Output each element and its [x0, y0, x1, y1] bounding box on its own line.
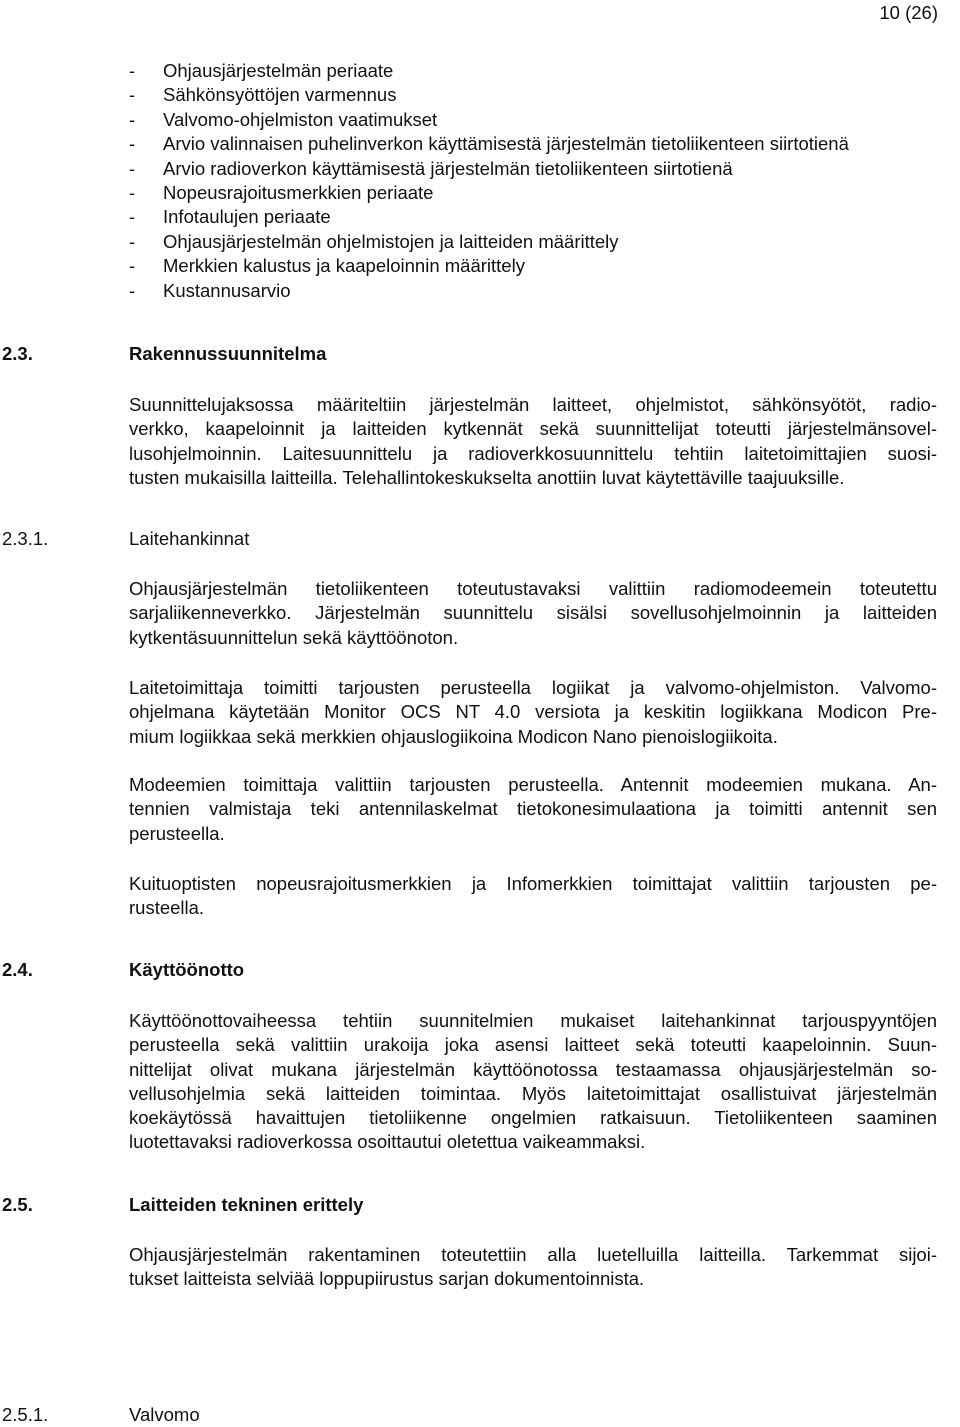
paragraph-kayttoonotto [129, 1009, 937, 1155]
list-item-text: Kustannusarvio [163, 279, 291, 301]
text-line: Suunnittelujaksossa määriteltiin järjestelmän laitteet, ohjelmistot, sähkönsyötöt, radio- [129, 394, 937, 415]
text-line: koekäytössä havaittujen tietoliikenne ongelmien ratkaisuun. Tietoliikenteen saaminen [129, 1107, 937, 1129]
list-item [129, 181, 949, 205]
text-line: verkko, kaapeloinnit ja laitteiden kytkennät sekä suunnittelijat toteutti järjestelmänsovel- [129, 418, 937, 440]
text-line: sarjaliikenneverkko. Järjestelmän suunnittelu sisälsi sovellusohjelmoinnin ja laitteiden [129, 602, 937, 624]
scope-list [129, 59, 949, 303]
list-item-text: Arvio radioverkon käyttämisestä järjestelmän tietoliikenteen siirtotienä [163, 157, 733, 179]
list-item-text: Arvio valinnaisen puhelinverkon käyttämisestä järjestelmän tietoliikenteen siirtotienä [163, 133, 849, 155]
list-dash: - [129, 182, 136, 204]
text-line: rusteella. [129, 897, 205, 919]
list-item [129, 83, 949, 107]
section-heading-valvomo: Valvomo [129, 1404, 200, 1425]
list-dash: - [129, 230, 136, 252]
text-line: Modeemien toimittaja valittiin tarjousten perusteella. Antennit modeemien mukana. An- [129, 774, 937, 795]
text-line: mium logiikkaa sekä merkkien ohjauslogiikoina Modicon Nano pienoislogiikoita. [129, 725, 778, 747]
list-item-text: Sähkönsyöttöjen varmennus [163, 84, 397, 106]
section-number-2-4: 2.4. [2, 959, 33, 980]
paragraph-laitehankinnat-4 [129, 872, 937, 921]
text-line: kytkentäsuunnittelun sekä käyttöönoton. [129, 626, 459, 648]
list-dash: - [129, 206, 136, 228]
list-dash: - [129, 60, 136, 81]
section-heading-laitehankinnat: Laitehankinnat [129, 528, 250, 549]
text-line: Ohjausjärjestelmän tietoliikenteen toteutustavaksi valittiin radiomodeemein toteutettu [129, 578, 937, 599]
list-item [129, 279, 949, 303]
list-item [129, 132, 949, 156]
list-item-text: Infotaulujen periaate [163, 206, 331, 228]
text-line: Laitetoimittaja toimitti tarjousten perusteella logiikat ja valvomo-ohjelmiston. Valvomo- [129, 677, 937, 698]
text-line: tusten mukaisilla laitteilla. Telehallintokeskukselta anottiin luvat käytettäville taajuuksille. [129, 466, 845, 488]
page-number: 10 (26) [879, 2, 938, 23]
text-line: nittelijat olivat mukana järjestelmän käyttöönotossa testaamassa ohjausjärjestelmän so- [129, 1058, 937, 1080]
text-line: tukset laitteista selviää loppupiirustus sarjan dokumentoinnista. [129, 1268, 645, 1290]
list-dash: - [129, 157, 136, 179]
paragraph-laitehankinnat-2 [129, 676, 937, 749]
list-dash: - [129, 279, 136, 301]
list-dash: - [129, 84, 136, 106]
section-number-2-5-1: 2.5.1. [2, 1404, 49, 1425]
text-line: Kuituoptisten nopeusrajoitusmerkkien ja Infomerkkien toimittajat valittiin tarjousten pe- [129, 873, 937, 894]
section-heading-rakennussuunnitelma: Rakennussuunnitelma [129, 343, 327, 364]
text-line: Ohjausjärjestelmän rakentaminen toteutettiin alla luetelluilla laitteilla. Tarkemmat sijoi- [129, 1244, 937, 1265]
section-heading-kayttoonotto: Käyttöönotto [129, 959, 245, 980]
text-line: perusteella sekä valittiin urakoija joka asensi laitteet sekä toteutti kaapeloinnin. Suun- [129, 1034, 937, 1056]
list-item-text: Valvomo-ohjelmiston vaatimukset [163, 108, 438, 130]
list-item-text: Ohjausjärjestelmän ohjelmistojen ja laitteiden määrittely [163, 230, 619, 252]
list-item-text: Merkkien kalustus ja kaapeloinnin määrittely [163, 255, 525, 277]
list-item-text: Nopeusrajoitusmerkkien periaate [163, 182, 434, 204]
list-item [129, 157, 949, 181]
text-line: perusteella. [129, 822, 225, 844]
paragraph-laitehankinnat-1 [129, 577, 937, 650]
paragraph-rakennussuunnitelma [129, 393, 937, 490]
list-dash: - [129, 133, 136, 155]
list-item [129, 205, 949, 229]
text-line: Käyttöönottovaiheessa tehtiin suunnitelmien mukaiset laitehankinnat tarjouspyyntöjen [129, 1010, 937, 1031]
list-item [129, 59, 949, 83]
list-dash: - [129, 108, 136, 130]
list-item [129, 230, 949, 254]
list-dash: - [129, 255, 136, 277]
list-item [129, 254, 949, 278]
paragraph-laitehankinnat-3 [129, 773, 937, 846]
text-line: vellusohjelmia sekä laitteiden toimintaa. Myös laitetoimittajat osallistuivat järjestelmän [129, 1082, 937, 1104]
list-item-text: Ohjausjärjestelmän periaate [163, 60, 394, 81]
section-number-2-3-1: 2.3.1. [2, 528, 49, 549]
section-number-2-5: 2.5. [2, 1194, 33, 1215]
text-line: lusohjelmoinnin. Laitesuunnittelu ja radioverkkosuunnittelu tehtiin laitetoimittajien suosi- [129, 442, 937, 464]
text-line: luotettavaksi radioverkossa osoittautui oletettua vaikeammaksi. [129, 1131, 646, 1153]
text-line: tennien valmistaja teki antennilaskelmat tietokonesimulaationa ja toimitti antennit sen [129, 798, 937, 820]
paragraph-laitteiden-tekninen-erittely [129, 1243, 937, 1292]
section-number-2-3: 2.3. [2, 343, 33, 364]
section-heading-laitteiden-tekninen-erittely: Laitteiden tekninen erittely [129, 1194, 364, 1215]
list-item [129, 108, 949, 132]
text-line: ohjelmana käytetään Monitor OCS NT 4.0 versiota ja keskitin logiikkana Modicon Pre- [129, 701, 937, 723]
